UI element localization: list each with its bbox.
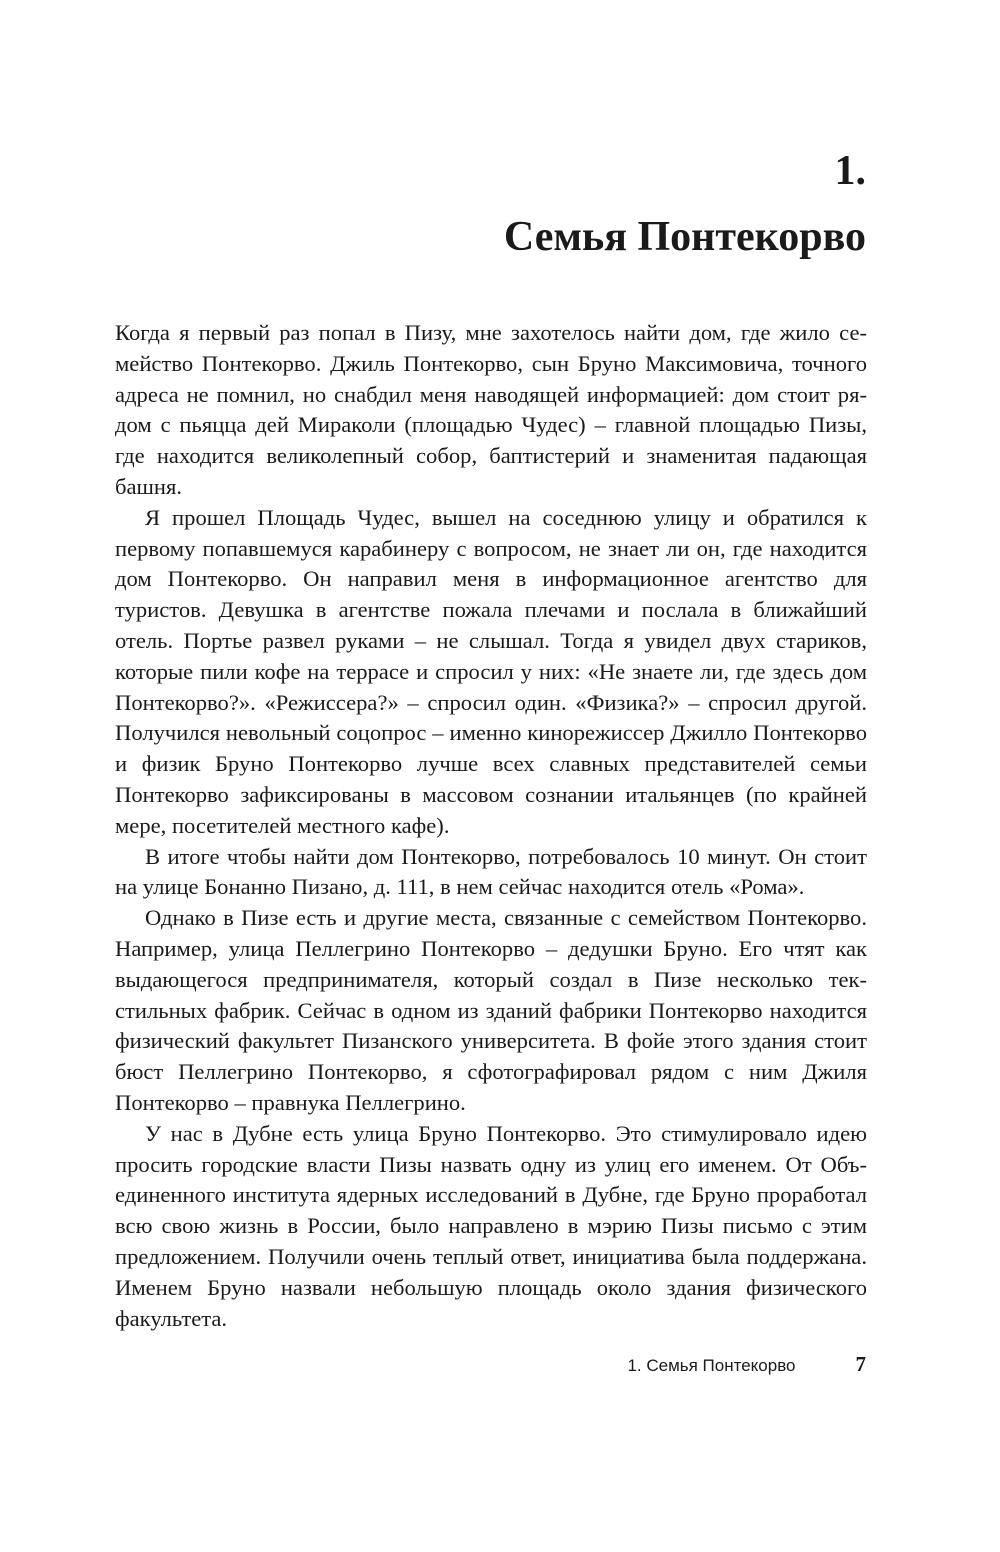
paragraph-1: Когда я первый раз попал в Пизу, мне захотелось найти дом, где жило семейство Понтекорво. Джиль Понтекорво, сын Бруно Максимовича, точного адреса не помнил, но снабдил меня наводящей информацией: дом стоит рядом с пьяцца дей Мираколи (площадью Чудес) – главной площадью Пизы, где находится великолепный собор, баптистерий и знаменитая падающая башня. — [115, 320, 867, 499]
page-footer — [627, 1352, 866, 1377]
body-text — [115, 318, 867, 1334]
chapter-title: Семья Понтекорво — [503, 214, 866, 260]
paragraph-4: Однако в Пизе есть и другие места, связанные с семейством Понтекорво. Например, улица Пеллегрино Понтекорво – дедушки Бруно. Его чтят как выдающегося предпринимателя, который создал в Пизе несколько текстильных фабрик. Сейчас в одном из зданий фабрики Понтекорво находится физический факультет Пизанского университета. В фойе этого здания стоит бюст Пеллегрино Понтекорво, я сфотографировал рядом с ним Джиля Понтекорво – правнука Пеллегрино. — [115, 905, 867, 1115]
running-head: 1. Семья Понтекорво — [627, 1356, 796, 1375]
paragraph-3: В итоге чтобы найти дом Понтекорво, потребовалось 10 минут. Он стоит на улице Бонанно Пизано, д. 111, в нем сейчас находится отель «Рома». — [115, 843, 867, 900]
paragraph-5: У нас в Дубне есть улица Бруно Понтекорво. Это стимулировало идею просить городские власти Пизы назвать одну из улиц его именем. От Объединенного института ядерных исследований в Дубне, где Бруно проработал всю свою жизнь в России, было направлено в мэрию Пизы письмо с этим предложением. Получили очень теплый ответ, инициатива была поддержана. Именем Бруно назвали небольшую площадь около здания физического факультета. — [115, 1120, 867, 1331]
page-number: 7 — [855, 1352, 866, 1376]
paragraph-2: Я прошел Площадь Чудес, вышел на соседнюю улицу и обратился к первому попавшемуся карабинеру с вопросом, не знает ли он, где находится дом Понтекорво. Он направил меня в информационное агентство для туристов. Девушка в агентстве пожала плечами и послала в ближайший отель. Портье развел руками – не слышал. Тогда я увидел двух стариков, которые пили кофе на террасе и спросил у них: «Не знаете ли, где здесь дом Понтекорво?». «Режиссера?» – спросил один. «Физика?» – спросил другой. Получился невольный соцопрос – именно кинорежиссер Джилло Понтекорво и физик Бруно Понтекорво лучше всех славных представителей семьи Понтекорво зафиксированы в массовом сознании итальянцев (по крайней мере, посетителей местного кафе). — [115, 504, 867, 838]
chapter-number: 1. — [834, 148, 866, 194]
